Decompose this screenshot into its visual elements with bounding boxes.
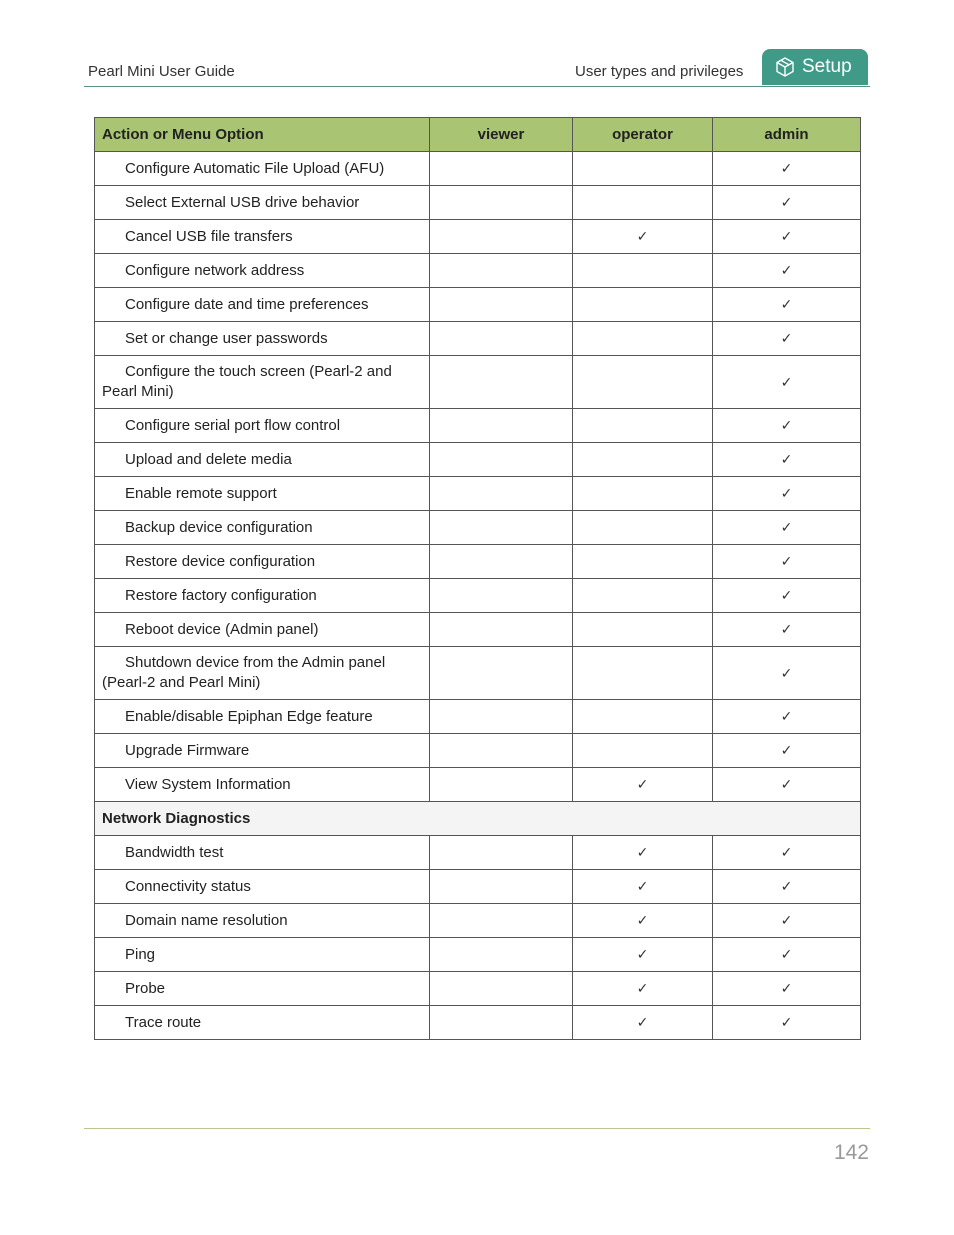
table-row xyxy=(95,288,861,322)
row-action-label: Bandwidth test xyxy=(95,836,430,870)
table-row xyxy=(95,734,861,768)
section-title: User types and privileges xyxy=(575,63,744,80)
viewer-check-cell xyxy=(430,836,573,870)
viewer-check-cell xyxy=(430,288,573,322)
operator-check-cell xyxy=(573,322,713,356)
viewer-check-cell xyxy=(430,477,573,511)
setup-tab-label: Setup xyxy=(802,56,852,77)
operator-check-cell xyxy=(573,647,713,700)
table-row xyxy=(95,904,861,938)
admin-check-cell: ✓ xyxy=(713,443,861,477)
viewer-check-cell xyxy=(430,579,573,613)
column-header-viewer: viewer xyxy=(430,118,573,152)
row-action-label: Configure Automatic File Upload (AFU) xyxy=(95,152,430,186)
row-action-label: Select External USB drive behavior xyxy=(95,186,430,220)
privileges-table xyxy=(94,117,861,1040)
admin-check-cell: ✓ xyxy=(713,545,861,579)
table-row xyxy=(95,477,861,511)
row-action-label: Trace route xyxy=(95,1006,430,1040)
page-number: 142 xyxy=(833,1141,869,1164)
admin-check-cell: ✓ xyxy=(713,1006,861,1040)
table-row xyxy=(95,220,861,254)
admin-check-cell: ✓ xyxy=(713,938,861,972)
admin-check-cell: ✓ xyxy=(713,579,861,613)
table-row xyxy=(95,613,861,647)
admin-check-cell: ✓ xyxy=(713,972,861,1006)
row-action-label: Configure serial port flow control xyxy=(95,409,430,443)
viewer-check-cell xyxy=(430,186,573,220)
table-row xyxy=(95,972,861,1006)
cube-icon xyxy=(774,56,796,78)
section-title: Network Diagnostics xyxy=(95,802,861,836)
row-action-label: View System Information xyxy=(95,768,430,802)
viewer-check-cell xyxy=(430,904,573,938)
table-row xyxy=(95,579,861,613)
operator-check-cell xyxy=(573,734,713,768)
admin-check-cell: ✓ xyxy=(713,477,861,511)
operator-check-cell: ✓ xyxy=(573,904,713,938)
guide-title: Pearl Mini User Guide xyxy=(88,63,235,80)
row-action-label: Set or change user passwords xyxy=(95,322,430,356)
row-action-label: Connectivity status xyxy=(95,870,430,904)
table-row xyxy=(95,443,861,477)
viewer-check-cell xyxy=(430,254,573,288)
row-action-label: Configure the touch screen (Pearl-2 and Pearl Mini) xyxy=(95,356,430,409)
viewer-check-cell xyxy=(430,613,573,647)
admin-check-cell: ✓ xyxy=(713,409,861,443)
column-header-action: Action or Menu Option xyxy=(95,118,430,152)
operator-check-cell: ✓ xyxy=(573,220,713,254)
column-header-operator: operator xyxy=(573,118,713,152)
operator-check-cell xyxy=(573,477,713,511)
admin-check-cell: ✓ xyxy=(713,511,861,545)
row-action-label: Reboot device (Admin panel) xyxy=(95,613,430,647)
admin-check-cell: ✓ xyxy=(713,700,861,734)
table-row xyxy=(95,768,861,802)
viewer-check-cell xyxy=(430,768,573,802)
table-row xyxy=(95,322,861,356)
row-action-label: Restore device configuration xyxy=(95,545,430,579)
operator-check-cell xyxy=(573,356,713,409)
row-action-label: Ping xyxy=(95,938,430,972)
row-action-label: Configure network address xyxy=(95,254,430,288)
operator-check-cell: ✓ xyxy=(573,972,713,1006)
row-action-label: Shutdown device from the Admin panel (Pearl-2 and Pearl Mini) xyxy=(95,647,430,700)
row-action-label: Upload and delete media xyxy=(95,443,430,477)
viewer-check-cell xyxy=(430,647,573,700)
row-action-label: Upgrade Firmware xyxy=(95,734,430,768)
table-row xyxy=(95,836,861,870)
table-row xyxy=(95,1006,861,1040)
viewer-check-cell xyxy=(430,511,573,545)
admin-check-cell: ✓ xyxy=(713,647,861,700)
viewer-check-cell xyxy=(430,220,573,254)
operator-check-cell xyxy=(573,443,713,477)
table-row xyxy=(95,938,861,972)
operator-check-cell xyxy=(573,613,713,647)
table-row xyxy=(95,511,861,545)
header-divider xyxy=(84,86,870,87)
operator-check-cell: ✓ xyxy=(573,870,713,904)
row-action-label: Backup device configuration xyxy=(95,511,430,545)
viewer-check-cell xyxy=(430,409,573,443)
operator-check-cell: ✓ xyxy=(573,1006,713,1040)
table-row xyxy=(95,700,861,734)
table-row xyxy=(95,545,861,579)
admin-check-cell: ✓ xyxy=(713,836,861,870)
row-action-label: Cancel USB file transfers xyxy=(95,220,430,254)
viewer-check-cell xyxy=(430,356,573,409)
admin-check-cell: ✓ xyxy=(713,254,861,288)
operator-check-cell xyxy=(573,579,713,613)
table-header-row xyxy=(95,118,861,152)
viewer-check-cell xyxy=(430,972,573,1006)
footer-divider xyxy=(84,1128,870,1129)
admin-check-cell: ✓ xyxy=(713,220,861,254)
admin-check-cell: ✓ xyxy=(713,734,861,768)
table-row xyxy=(95,152,861,186)
operator-check-cell xyxy=(573,254,713,288)
section-row xyxy=(95,802,861,836)
table-row xyxy=(95,409,861,443)
admin-check-cell: ✓ xyxy=(713,322,861,356)
table-body xyxy=(95,152,861,1040)
table-row xyxy=(95,254,861,288)
viewer-check-cell xyxy=(430,545,573,579)
operator-check-cell xyxy=(573,511,713,545)
viewer-check-cell xyxy=(430,152,573,186)
operator-check-cell xyxy=(573,545,713,579)
operator-check-cell: ✓ xyxy=(573,938,713,972)
operator-check-cell xyxy=(573,288,713,322)
operator-check-cell xyxy=(573,409,713,443)
operator-check-cell xyxy=(573,186,713,220)
admin-check-cell: ✓ xyxy=(713,613,861,647)
viewer-check-cell xyxy=(430,870,573,904)
table-row xyxy=(95,647,861,700)
operator-check-cell xyxy=(573,700,713,734)
operator-check-cell xyxy=(573,152,713,186)
operator-check-cell: ✓ xyxy=(573,836,713,870)
viewer-check-cell xyxy=(430,1006,573,1040)
admin-check-cell: ✓ xyxy=(713,904,861,938)
row-action-label: Restore factory configuration xyxy=(95,579,430,613)
row-action-label: Configure date and time preferences xyxy=(95,288,430,322)
table-row xyxy=(95,356,861,409)
admin-check-cell: ✓ xyxy=(713,356,861,409)
admin-check-cell: ✓ xyxy=(713,768,861,802)
viewer-check-cell xyxy=(430,322,573,356)
table-row xyxy=(95,870,861,904)
admin-check-cell: ✓ xyxy=(713,288,861,322)
row-action-label: Domain name resolution xyxy=(95,904,430,938)
operator-check-cell: ✓ xyxy=(573,768,713,802)
admin-check-cell: ✓ xyxy=(713,152,861,186)
viewer-check-cell xyxy=(430,734,573,768)
row-action-label: Enable remote support xyxy=(95,477,430,511)
admin-check-cell: ✓ xyxy=(713,186,861,220)
viewer-check-cell xyxy=(430,700,573,734)
column-header-admin: admin xyxy=(713,118,861,152)
viewer-check-cell xyxy=(430,938,573,972)
row-action-label: Probe xyxy=(95,972,430,1006)
setup-tab[interactable] xyxy=(762,49,868,85)
viewer-check-cell xyxy=(430,443,573,477)
table-row xyxy=(95,186,861,220)
row-action-label: Enable/disable Epiphan Edge feature xyxy=(95,700,430,734)
admin-check-cell: ✓ xyxy=(713,870,861,904)
